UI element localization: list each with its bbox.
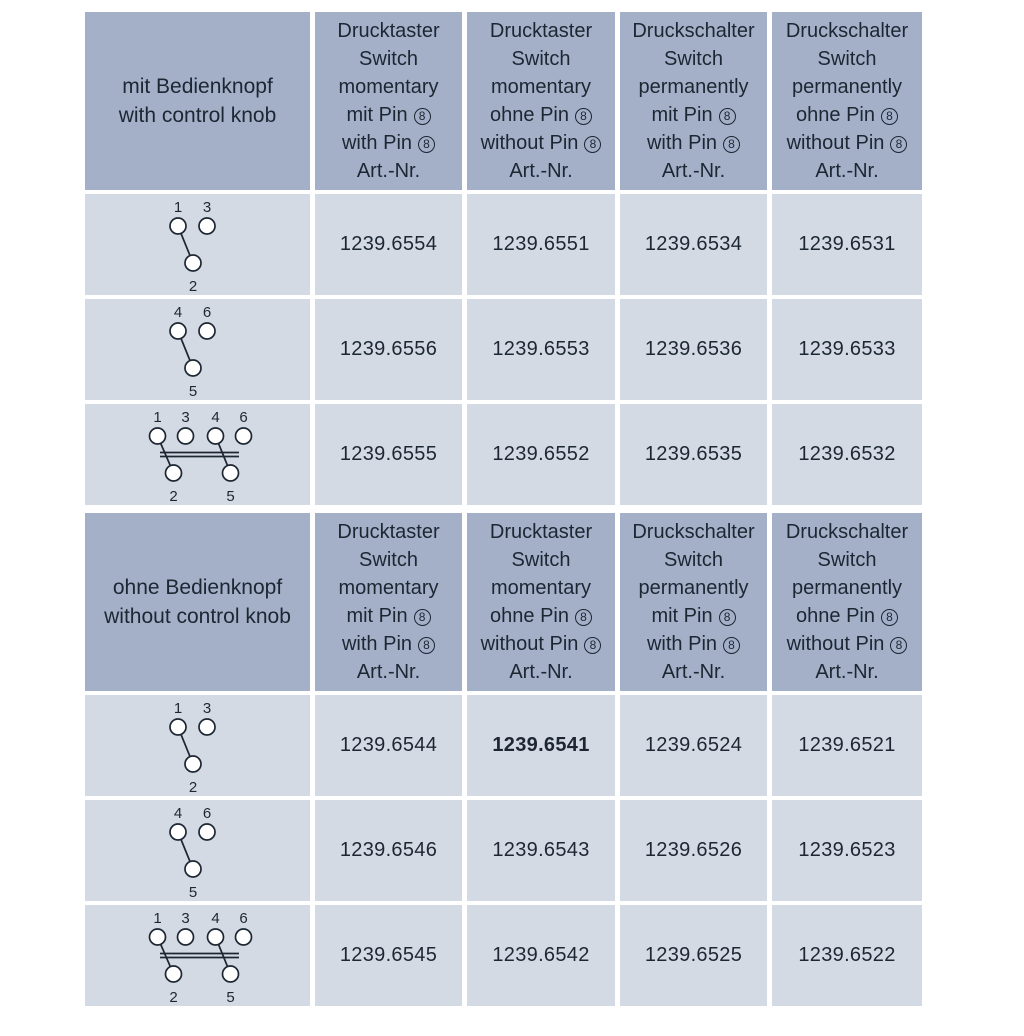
circled-8-icon: 8 [881,108,898,125]
pin-circle [177,428,193,444]
schematic-cell [85,194,310,295]
row-group-title-de: mit Bedienknopf [122,75,273,98]
schematic-cell [85,800,310,901]
part-number-cell: 1239.6526 [620,800,767,901]
switch-schematic-2pole [133,907,263,1005]
header-line: momentary [490,76,592,98]
pin-label: 3 [202,198,211,216]
header-line: Switch [664,549,723,571]
pin-label: 5 [188,382,197,399]
header-line: Druckschalter [632,521,755,543]
header-line: mit Pin 8 [346,101,430,129]
header-line: ohne Pin 8 [796,101,898,129]
pin-circle [149,428,165,444]
pin-circle [199,824,215,840]
header-line: mit Pin 8 [651,602,735,630]
part-number-cell: 1239.6553 [467,299,615,400]
pin-circle [199,323,215,339]
pin-label: 2 [168,487,178,504]
pin-label: 6 [202,303,211,321]
part-number-cell: 1239.6524 [620,695,767,796]
part-number-cell: 1239.6555 [315,404,462,505]
header-line: Art.-Nr. [356,661,421,683]
part-number-cell: 1239.6535 [620,404,767,505]
row-group-title-de: ohne Bedienknopf [112,576,283,599]
pin-label: 5 [225,988,235,1005]
part-number-cell: 1239.6554 [315,194,462,295]
header-line: with Pin 8 [647,129,740,157]
circled-8-icon: 8 [890,136,907,153]
catalog-table-with-control-knob [85,12,922,505]
pin-label: 1 [152,909,162,927]
column-header-permanent-without-pin [772,12,922,190]
header-line: permanently [791,76,903,98]
part-number-cell: 1239.6531 [772,194,922,295]
row-group-header-cell [85,513,310,691]
column-header-permanent-with-pin [620,513,767,691]
header-line: with Pin 8 [342,630,435,658]
header-line: ohne Pin 8 [490,101,592,129]
header-line: Druckschalter [785,521,909,543]
pin-circle [185,360,201,376]
header-line: mit Pin 8 [651,101,735,129]
circled-8-icon: 8 [584,136,601,153]
header-line: Art.-Nr. [661,661,726,683]
header-line: Drucktaster [489,521,593,543]
header-line: Switch [511,48,571,70]
header-line: Drucktaster [337,521,440,543]
header-line: Druckschalter [632,20,755,42]
pin-circle [177,929,193,945]
pin-label: 5 [188,883,197,900]
circled-8-icon: 8 [414,609,431,626]
header-line: permanently [791,577,903,599]
switch-schematic-4-6-5 [148,301,248,399]
switch-schematic-2pole [133,406,263,504]
part-number-cell: 1239.6532 [772,404,922,505]
pin-label: 4 [173,804,182,822]
pin-label: 4 [173,303,182,321]
pin-circle [199,719,215,735]
header-line: ohne Pin 8 [796,602,898,630]
header-line: without Pin 8 [787,129,908,157]
pin-circle [207,428,223,444]
row-group-title-en: with control knob [118,104,277,127]
part-number-cell: 1239.6543 [467,800,615,901]
header-line: Switch [511,549,571,571]
header-line: Drucktaster [489,20,593,42]
pin-label: 1 [152,408,162,426]
column-header-momentary-with-pin [315,513,462,691]
pin-label: 2 [188,277,197,294]
column-header-momentary-with-pin [315,12,462,190]
part-number-cell: 1239.6536 [620,299,767,400]
circled-8-icon: 8 [575,609,592,626]
circled-8-icon: 8 [890,637,907,654]
pin-circle [185,756,201,772]
header-line: ohne Pin 8 [490,602,592,630]
circled-8-icon: 8 [719,609,736,626]
column-header-permanent-with-pin [620,12,767,190]
header-line: without Pin 8 [481,129,602,157]
part-number-cell: 1239.6551 [467,194,615,295]
pin-circle [185,255,201,271]
header-line: Switch [359,549,418,571]
header-line: Druckschalter [785,20,909,42]
pin-label: 1 [173,699,182,717]
column-header-momentary-without-pin [467,12,615,190]
schematic-cell [85,695,310,796]
circled-8-icon: 8 [418,637,435,654]
circled-8-icon: 8 [723,637,740,654]
schematic-cell [85,905,310,1006]
pin-label: 2 [188,778,197,795]
pin-circle [235,428,251,444]
circled-8-icon: 8 [414,108,431,125]
pin-circle [185,861,201,877]
pin-label: 3 [202,699,211,717]
header-line: Art.-Nr. [509,160,573,182]
pin-circle [207,929,223,945]
schematic-cell [85,404,310,505]
part-number-cell: 1239.6521 [772,695,922,796]
part-number-cell: 1239.6534 [620,194,767,295]
header-line: with Pin 8 [647,630,740,658]
part-number-cell: 1239.6541 [467,695,615,796]
switch-schematic-1-3-2 [148,697,248,795]
part-number-cell: 1239.6544 [315,695,462,796]
pin-circle [170,218,186,234]
pin-circle [222,465,238,481]
part-number-cell: 1239.6523 [772,800,922,901]
header-line: Drucktaster [337,20,440,42]
header-line: Switch [664,48,723,70]
circled-8-icon: 8 [719,108,736,125]
pin-circle [199,218,215,234]
pin-circle [165,465,181,481]
header-line: without Pin 8 [787,630,908,658]
pin-circle [165,966,181,982]
header-line: Switch [359,48,418,70]
header-line: mit Pin 8 [346,602,430,630]
circled-8-icon: 8 [881,609,898,626]
row-group-title-en: without control knob [104,605,291,628]
part-number-cell: 1239.6545 [315,905,462,1006]
part-number-cell: 1239.6522 [772,905,922,1006]
pin-label: 6 [202,804,211,822]
part-number-cell: 1239.6556 [315,299,462,400]
pin-circle [170,824,186,840]
switch-schematic-1-3-2 [148,196,248,294]
pin-circle [170,323,186,339]
pin-circle [222,966,238,982]
pin-label: 3 [180,909,190,927]
part-number-cell: 1239.6525 [620,905,767,1006]
pin-label: 4 [210,408,220,426]
header-line: momentary [338,76,439,98]
catalog-table-without-control-knob [85,513,922,1006]
pin-circle [149,929,165,945]
header-line: Switch [817,549,877,571]
pin-label: 4 [210,909,220,927]
column-header-momentary-without-pin [467,513,615,691]
header-line: permanently [638,76,749,98]
header-line: with Pin 8 [342,129,435,157]
circled-8-icon: 8 [723,136,740,153]
header-line: Art.-Nr. [815,160,879,182]
part-number-cell: 1239.6552 [467,404,615,505]
header-line: Switch [817,48,877,70]
header-line: Art.-Nr. [661,160,726,182]
header-line: Art.-Nr. [509,661,573,683]
part-number-cell: 1239.6546 [315,800,462,901]
header-line: momentary [338,577,439,599]
pin-label: 5 [225,487,235,504]
circled-8-icon: 8 [418,136,435,153]
row-group-header-cell [85,12,310,190]
part-number-cell: 1239.6533 [772,299,922,400]
pin-circle [235,929,251,945]
schematic-cell [85,299,310,400]
pin-label: 2 [168,988,178,1005]
header-line: permanently [638,577,749,599]
part-number-cell: 1239.6542 [467,905,615,1006]
column-header-permanent-without-pin [772,513,922,691]
pin-circle [170,719,186,735]
pin-label: 6 [238,408,248,426]
circled-8-icon: 8 [584,637,601,654]
header-line: without Pin 8 [481,630,602,658]
pin-label: 3 [180,408,190,426]
pin-label: 6 [238,909,248,927]
circled-8-icon: 8 [575,108,592,125]
switch-schematic-4-6-5 [148,802,248,900]
pin-label: 1 [173,198,182,216]
header-line: Art.-Nr. [356,160,421,182]
header-line: momentary [490,577,592,599]
header-line: Art.-Nr. [815,661,879,683]
